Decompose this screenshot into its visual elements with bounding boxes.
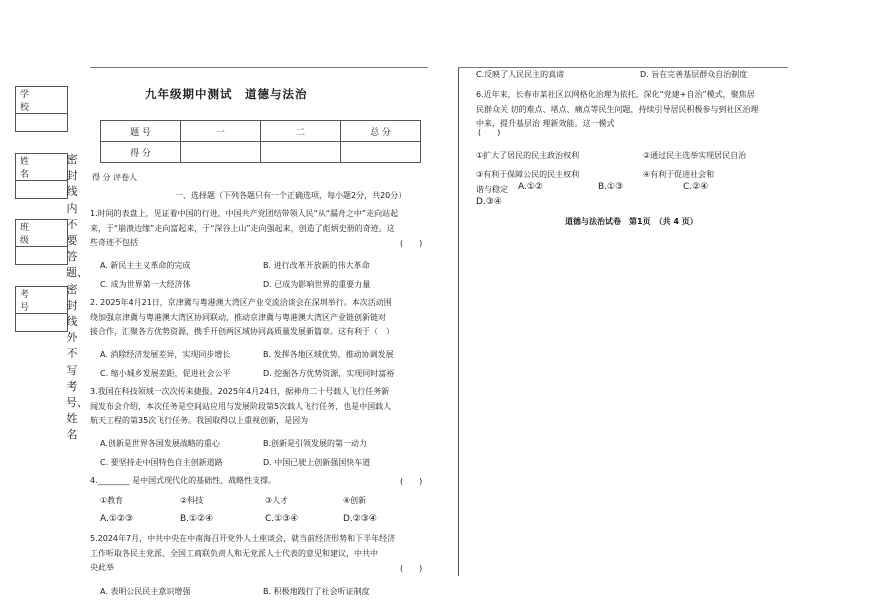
question-line: 些奇迹不包括 bbox=[90, 238, 138, 247]
score-table bbox=[100, 120, 421, 163]
name-box bbox=[15, 153, 68, 199]
option-b[interactable]: B. 进行改革开放新的伟大革命 bbox=[263, 261, 370, 270]
question-3 bbox=[90, 385, 435, 429]
score-cell: 一 bbox=[181, 121, 261, 142]
option-a[interactable]: A. 表明公民民主意识增强 bbox=[100, 587, 191, 596]
question-line: 来，于“崩溃边缘”走向富起来，于“深谷上山”走向强起来，创造了彪炳史册的奇迹。这 bbox=[90, 223, 395, 233]
option-a[interactable]: A. 新民主主义革命的完成 bbox=[100, 261, 191, 270]
score-input[interactable] bbox=[341, 142, 421, 163]
option-a[interactable]: A.创新是世界各国发展战略的重心 bbox=[100, 439, 220, 448]
question-2 bbox=[90, 296, 435, 340]
option-d[interactable]: D.②③④ bbox=[343, 514, 377, 524]
option-c[interactable]: C. 要坚持走中国特色自主创新道路 bbox=[100, 458, 223, 467]
option-d[interactable]: D. 中国已驶上创新强国快车道 bbox=[263, 458, 371, 467]
item-4-continued: 谐与稳定 bbox=[476, 185, 508, 194]
answer-paren[interactable]: ( ) bbox=[478, 128, 501, 137]
option-c[interactable]: C. 缩小城乡发展差距，促进社会公平 bbox=[100, 369, 231, 378]
score-cell: 得 分 bbox=[101, 142, 181, 163]
class-label: 班 级 bbox=[16, 220, 68, 247]
item-1: ①扩大了居民的民主政治权利 bbox=[476, 151, 580, 160]
score-input[interactable] bbox=[261, 142, 341, 163]
option-d[interactable]: D. 旨在完善基层群众自治制度 bbox=[640, 70, 748, 79]
page-title: 九年级期中测试 道德与法治 bbox=[145, 87, 308, 101]
question-1 bbox=[90, 207, 435, 251]
question-6 bbox=[476, 88, 786, 132]
option-a[interactable]: A.①② bbox=[518, 182, 543, 192]
question-line: 航天工程的第35次飞行任务。我国取得以上重视创新，是因为 bbox=[90, 416, 309, 425]
option-d[interactable]: D. 挖掘各方优势资源，实现同时富裕 bbox=[263, 369, 395, 378]
question-5 bbox=[90, 532, 435, 576]
option-c[interactable]: C.反映了人民民主的真谛 bbox=[476, 70, 565, 79]
answer-paren[interactable]: ( ) bbox=[400, 564, 423, 573]
class-box bbox=[15, 219, 68, 265]
scorer-label: 得 分 评卷人 bbox=[92, 173, 138, 182]
option-d[interactable]: D.③④ bbox=[476, 197, 502, 207]
question-4: 4.________ 是中国式现代化的基础性、战略性支撑。 bbox=[90, 476, 277, 485]
option-c[interactable]: C.①③④ bbox=[265, 514, 299, 524]
question-line: 3.我国在科技领域一次次传来捷报。2025年4月24日，据神舟二十号载人飞行任务新 bbox=[90, 387, 390, 396]
school-label: 学 校 bbox=[16, 87, 68, 114]
question-line: 中来，提升基层治 理新效能。这一模式 bbox=[476, 119, 615, 128]
option-d[interactable]: D. 已成为影响世界的重要力量 bbox=[263, 280, 371, 289]
option-b[interactable]: B.①③ bbox=[598, 182, 624, 192]
item-4: ④有利于促进社会和 bbox=[643, 170, 715, 179]
name-field[interactable] bbox=[16, 181, 68, 199]
option-c[interactable]: C. 成为世界第一大经济体 bbox=[100, 280, 191, 289]
seal-line-notice: 密封线内不要答题、密封线外不写考号、姓名 bbox=[66, 153, 88, 442]
question-line: 闻发布会介绍，本次任务是空间站应用与发展阶段第5次载人飞行任务，也是中国载人 bbox=[90, 401, 392, 411]
question-line: 民群众关 切的难点、堵点、痛点等民生问题，持续引导居民积极参与到社区治理 bbox=[476, 104, 759, 114]
item-3: ③人才 bbox=[265, 496, 289, 505]
item-4: ④创新 bbox=[343, 496, 367, 505]
option-b[interactable]: B. 积极地践行了社会听证制度 bbox=[263, 587, 370, 596]
question-line: 绕加强京津冀与粤港澳大湾区协同联动，推动京津冀与粤港澳大湾区产业链创新链对 bbox=[90, 312, 386, 322]
answer-paren[interactable]: ( ) bbox=[400, 477, 423, 486]
question-line: 1.时间的表盘上，见证着中国的行进，中国共产党团结带领人民“从“漏舟之中”走向站起 bbox=[90, 209, 399, 218]
class-field[interactable] bbox=[16, 247, 68, 265]
question-line: 6.近年来，长春市某社区以网格化治理为依托，深化“党建+自治”模式，聚焦居 bbox=[476, 90, 755, 99]
option-a[interactable]: A. 消除经济发展差异，实现同步增长 bbox=[100, 350, 231, 359]
item-2: ②科技 bbox=[180, 496, 204, 505]
column-divider bbox=[458, 68, 459, 576]
item-1: ①教育 bbox=[100, 496, 124, 505]
top-rule bbox=[90, 67, 428, 68]
question-line: 央此举 bbox=[90, 563, 114, 572]
answer-paren[interactable]: ( ) bbox=[400, 239, 423, 248]
name-label: 姓 名 bbox=[16, 154, 68, 181]
option-c[interactable]: C.②④ bbox=[683, 182, 709, 192]
school-field[interactable] bbox=[16, 114, 68, 132]
top-rule-right bbox=[458, 67, 788, 68]
score-cell: 二 bbox=[261, 121, 341, 142]
score-input[interactable] bbox=[181, 142, 261, 163]
item-2: ②通过民主选举实现居民自治 bbox=[643, 151, 747, 160]
school-box bbox=[15, 86, 68, 132]
exam-number-label: 考 号 bbox=[16, 287, 68, 314]
exam-number-field[interactable] bbox=[16, 314, 68, 332]
option-a[interactable]: A.①②③ bbox=[100, 514, 134, 524]
score-cell: 总 分 bbox=[341, 121, 421, 142]
section-heading: 一、选择题（下列各题只有一个正确选项，每小题2分，共20分） bbox=[175, 191, 407, 200]
option-b[interactable]: B. 发挥各地区域优势，推动协调发展 bbox=[263, 350, 394, 359]
exam-number-box bbox=[15, 286, 68, 332]
option-b[interactable]: B.创新是引领发展的第一动力 bbox=[263, 439, 368, 448]
question-line: 2. 2025年4月21日，京津冀与粤港澳大湾区产业交流洽谈会在深圳举行。本次活动围 bbox=[90, 298, 392, 307]
question-line: 5.2024年7月，中共中央在中南海召开党外人士座谈会，就当前经济形势和下半年经济 bbox=[90, 534, 396, 543]
page-footer: 道德与法治试卷 第1页 （共 4 页） bbox=[565, 217, 698, 226]
question-line: 工作听取各民主党派、全国工商联负责人和无党派人士代表的意见和建议，中共中 bbox=[90, 548, 378, 558]
option-b[interactable]: B.①②④ bbox=[180, 514, 214, 524]
score-cell: 题 号 bbox=[101, 121, 181, 142]
item-3: ③有利于保障公民的民主权利 bbox=[476, 170, 580, 179]
question-line: 接合作，汇聚各方优势资源，携手开创两区域协同高质量发展新篇章。这有利于（ ） bbox=[90, 327, 394, 336]
